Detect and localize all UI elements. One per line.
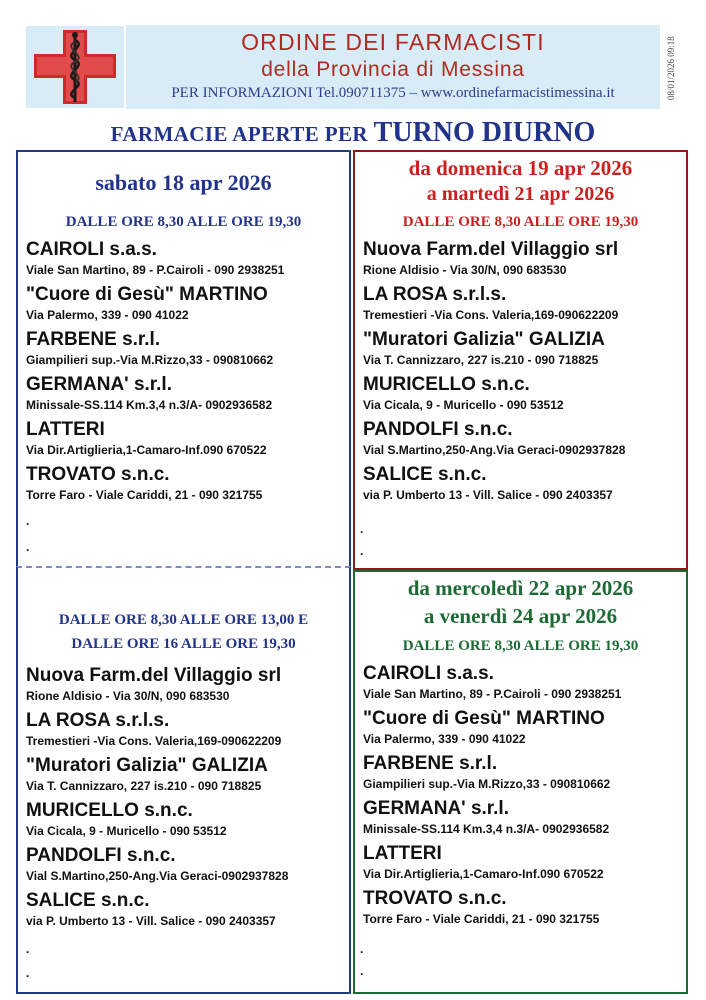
pharmacy-address: Torre Faro - Viale Cariddi, 21 - 090 321755 — [26, 488, 263, 502]
pharmacy-entry — [363, 283, 685, 328]
pharmacy-list — [26, 664, 348, 934]
pharmacy-name: GERMANA' s.r.l. — [26, 374, 172, 395]
opening-hours: DALLE ORE 8,30 ALLE ORE 19,30 — [402, 214, 639, 230]
pharmacy-entry — [26, 664, 348, 709]
period-title-line2: a martedì 21 apr 2026 — [426, 183, 615, 205]
panel-sunday-tuesday-split-hours — [16, 566, 351, 994]
pharmacy-address: Rione Aldisio - Via 30/N, 090 683530 — [363, 263, 567, 277]
pharmacy-address: Tremestieri -Via Cons. Valeria,169-090622209 — [363, 308, 619, 322]
pharmacy-name: SALICE s.n.c. — [26, 890, 150, 911]
pharmacy-entry — [363, 752, 685, 797]
dot-marker: . — [26, 942, 30, 956]
pharmacy-address: Viale San Martino, 89 - P.Cairoli - 090 2938251 — [26, 263, 285, 277]
pharmacy-name: CAIROLI s.a.s. — [26, 239, 157, 260]
pharmacy-name: Nuova Farm.del Villaggio srl — [26, 665, 282, 686]
pharmacy-address: Giampilieri sup.-Via M.Rizzo,33 - 090810662 — [26, 353, 274, 367]
banner-prefix: FARMACIE APERTE PER — [110, 122, 374, 146]
pharmacy-entry — [363, 887, 685, 932]
pharmacy-address: Via Palermo, 339 - 090 41022 — [26, 308, 189, 322]
pharmacy-address: Via Cicala, 9 - Muricello - 090 53512 — [363, 398, 564, 412]
pharmacy-address: Via Dir.Artiglieria,1-Camaro-Inf.090 670522 — [363, 867, 604, 881]
dot-marker: . — [360, 942, 364, 956]
header-box — [126, 25, 660, 109]
pharmacy-entry — [26, 754, 348, 799]
dot-marker: . — [26, 540, 30, 554]
pharmacy-address: via P. Umberto 13 - Vill. Salice - 090 2403357 — [363, 488, 613, 502]
pharmacy-address: Rione Aldisio - Via 30/N, 090 683530 — [26, 689, 230, 703]
pharmacy-entry — [26, 283, 348, 328]
dot-marker: . — [26, 966, 30, 980]
pharmacy-name: "Cuore di Gesù" MARTINO — [26, 284, 268, 305]
pharmacy-address: Torre Faro - Viale Cariddi, 21 - 090 321755 — [363, 912, 600, 926]
pharmacy-name: LATTERI — [363, 843, 442, 864]
pharmacy-list — [363, 238, 685, 508]
pharmacy-entry — [363, 797, 685, 842]
pharmacy-name: FARBENE s.r.l. — [26, 329, 161, 350]
pharmacy-name: SALICE s.n.c. — [363, 464, 487, 485]
pharmacy-entry — [26, 418, 348, 463]
panel-sunday-tuesday — [353, 150, 688, 570]
pharmacy-name: PANDOLFI s.n.c. — [26, 845, 176, 866]
pharmacy-entry — [26, 463, 348, 508]
dot-marker: . — [360, 544, 364, 558]
pharmacy-entry — [26, 889, 348, 934]
dot-marker: . — [360, 522, 364, 536]
pharmacy-entry — [26, 799, 348, 844]
pharmacy-list — [363, 662, 685, 932]
pharmacy-entry — [26, 709, 348, 754]
pharmacy-name: MURICELLO s.n.c. — [363, 374, 530, 395]
opening-hours: DALLE ORE 8,30 ALLE ORE 19,30 — [65, 214, 302, 230]
pharmacy-address: Vial S.Martino,250-Ang.Via Geraci-0902937828 — [363, 443, 626, 457]
pharmacy-entry — [363, 662, 685, 707]
pharmacy-address: Via Cicala, 9 - Muricello - 090 53512 — [26, 824, 227, 838]
pharmacy-name: CAIROLI s.a.s. — [363, 663, 494, 684]
pharmacy-address: Giampilieri sup.-Via M.Rizzo,33 - 090810662 — [363, 777, 611, 791]
pharmacy-name: FARBENE s.r.l. — [363, 753, 498, 774]
pharmacy-list — [26, 238, 348, 508]
pharmacy-address: Minissale-SS.114 Km.3,4 n.3/A- 0902936582 — [363, 822, 610, 836]
pharmacy-entry — [363, 463, 685, 508]
pharmacy-entry — [363, 707, 685, 752]
pharmacy-address: Via T. Cannizzaro, 227 is.210 - 090 718825 — [363, 353, 599, 367]
period-title-line1: da mercoledì 22 apr 2026 — [407, 576, 634, 600]
dot-marker: . — [360, 964, 364, 978]
pharmacy-entry — [26, 373, 348, 418]
pharmacy-entry — [363, 373, 685, 418]
pharmacy-entry — [363, 238, 685, 283]
pharmacy-entry — [26, 238, 348, 283]
dot-marker: . — [26, 514, 30, 528]
banner-emphasis: TURNO DIURNO — [373, 117, 596, 148]
caduceus-icon — [26, 26, 124, 108]
main-banner — [0, 117, 706, 149]
pharmacy-name: LATTERI — [26, 419, 105, 440]
opening-hours: DALLE ORE 8,30 ALLE ORE 19,30 — [402, 638, 639, 654]
period-title-line2: a venerdì 24 apr 2026 — [423, 604, 618, 628]
pharmacy-name: GERMANA' s.r.l. — [363, 798, 509, 819]
pharmacy-entry — [363, 842, 685, 887]
pharmacy-name: MURICELLO s.n.c. — [26, 800, 193, 821]
pharmacy-name: TROVATO s.n.c. — [363, 888, 507, 909]
pharmacist-cross-logo — [26, 26, 124, 108]
header-contact-info: PER INFORMAZIONI Tel.090711375 – www.ordinefarmacistimessina.it — [171, 85, 615, 101]
pharmacy-address: Via Dir.Artiglieria,1-Camaro-Inf.090 670522 — [26, 443, 267, 457]
pharmacy-entry — [363, 418, 685, 463]
header-title: ORDINE DEI FARMACISTI — [241, 29, 545, 55]
panel-saturday — [16, 150, 351, 568]
pharmacy-name: LA ROSA s.r.l.s. — [363, 284, 507, 305]
pharmacy-address: Tremestieri -Via Cons. Valeria,169-090622209 — [26, 734, 282, 748]
pharmacy-entry — [26, 844, 348, 889]
header-subtitle: della Provincia di Messina — [261, 58, 525, 81]
pharmacy-name: "Muratori Galizia" GALIZIA — [363, 329, 605, 350]
pharmacy-name: TROVATO s.n.c. — [26, 464, 170, 485]
pharmacy-address: Via T. Cannizzaro, 227 is.210 - 090 718825 — [26, 779, 262, 793]
pharmacy-name: PANDOLFI s.n.c. — [363, 419, 513, 440]
pharmacy-name: "Cuore di Gesù" MARTINO — [363, 708, 605, 729]
period-title: sabato 18 apr 2026 — [95, 170, 272, 195]
date-stamp: 08/01/2026 09:18 — [666, 36, 676, 100]
pharmacy-entry — [363, 328, 685, 373]
pharmacy-address: via P. Umberto 13 - Vill. Salice - 090 2403357 — [26, 914, 276, 928]
pharmacy-address: Viale San Martino, 89 - P.Cairoli - 090 2938251 — [363, 687, 622, 701]
panel-wednesday-friday — [353, 570, 688, 994]
pharmacy-address: Vial S.Martino,250-Ang.Via Geraci-0902937828 — [26, 869, 289, 883]
pharmacy-name: "Muratori Galizia" GALIZIA — [26, 755, 268, 776]
pharmacy-address: Minissale-SS.114 Km.3,4 n.3/A- 0902936582 — [26, 398, 273, 412]
period-title-line1: da domenica 19 apr 2026 — [408, 156, 633, 180]
pharmacy-name: LA ROSA s.r.l.s. — [26, 710, 170, 731]
pharmacy-entry — [26, 328, 348, 373]
opening-hours-line1: DALLE ORE 8,30 ALLE ORE 13,00 E — [58, 612, 309, 628]
pharmacy-name: Nuova Farm.del Villaggio srl — [363, 239, 619, 260]
pharmacy-address: Via Palermo, 339 - 090 41022 — [363, 732, 526, 746]
opening-hours-line2: DALLE ORE 16 ALLE ORE 19,30 — [71, 636, 296, 652]
